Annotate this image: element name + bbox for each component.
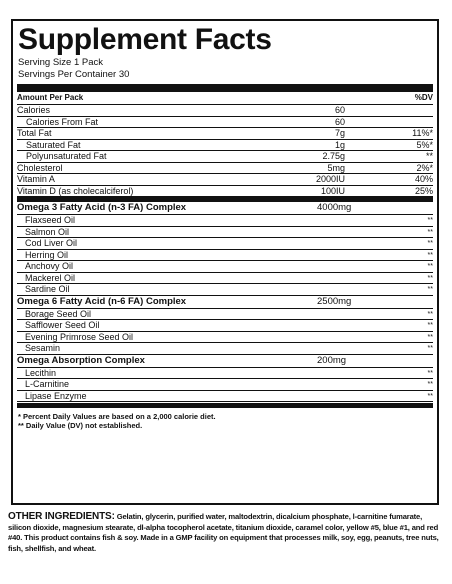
supplement-facts-panel xyxy=(11,19,439,505)
ingredient-name: L-Carnitine xyxy=(25,379,70,389)
ingredient-name: Sardine Oil xyxy=(25,284,70,294)
ingredient-name: Evening Primrose Seed Oil xyxy=(25,331,134,342)
nutrient-dv: ** xyxy=(425,151,433,161)
nutrient-amount: 7g xyxy=(334,128,345,138)
ingredient-name: Borage Seed Oil xyxy=(25,308,92,319)
nutrient-row xyxy=(17,174,433,186)
section-header xyxy=(17,296,433,309)
nutrient-name: Saturated Fat xyxy=(26,139,81,150)
ingredient-dv: ** xyxy=(427,369,433,377)
omega-sections xyxy=(17,202,433,402)
ingredient-dv: ** xyxy=(427,251,433,259)
ingredient-name: Cod Liver Oil xyxy=(25,238,78,248)
ingredient-name: Lipase Enzyme xyxy=(25,390,87,401)
nutrient-row xyxy=(17,140,433,152)
nutrient-name: Vitamin A xyxy=(17,174,55,184)
nutrient-name: Polyunsaturated Fat xyxy=(26,151,107,161)
table-header xyxy=(17,92,433,105)
ingredient-row xyxy=(17,284,433,296)
nutrient-name: Calories xyxy=(17,105,51,115)
ingredient-row xyxy=(17,227,433,239)
ingredient-dv: ** xyxy=(427,333,433,341)
section-header xyxy=(17,355,433,368)
ingredient-row xyxy=(17,215,433,227)
ingredient-row xyxy=(17,391,433,403)
nutrient-amount: 2.75g xyxy=(322,151,345,161)
ingredient-name: Mackerel Oil xyxy=(25,272,76,283)
ingredient-dv: ** xyxy=(427,381,433,388)
dv-header: %DV xyxy=(414,93,433,102)
ingredient-dv: ** xyxy=(427,392,433,400)
ingredient-dv: ** xyxy=(427,217,433,224)
nutrient-amount: 60 xyxy=(334,105,345,115)
nutrient-row xyxy=(17,151,433,163)
nutrient-row xyxy=(17,163,433,175)
ingredient-row xyxy=(17,343,433,355)
ingredient-row xyxy=(17,309,433,321)
nutrient-row xyxy=(17,117,433,129)
ingredient-dv: ** xyxy=(427,310,433,318)
nutrient-list xyxy=(17,105,433,197)
nutrient-dv: 40% xyxy=(414,174,433,184)
ingredient-name: Safflower Seed Oil xyxy=(25,320,100,330)
nutrient-amount: 100IU xyxy=(320,185,345,196)
nutrient-amount: 1g xyxy=(334,139,345,150)
footnote-percent: * Percent Daily Values are based on a 2,000 calorie diet. xyxy=(18,412,216,421)
nutrient-dv: 5%* xyxy=(416,139,433,150)
nutrient-dv xyxy=(381,105,433,116)
ingredient-row xyxy=(17,332,433,344)
ingredient-name: Lecithin xyxy=(25,367,57,378)
other-ingredients-label: OTHER INGREDIENTS: xyxy=(8,511,115,522)
servings-per-container: Servings Per Container 30 xyxy=(18,69,130,80)
footnote-dv: ** Daily Value (DV) not established. xyxy=(18,421,143,430)
nutrient-name: Calories From Fat xyxy=(26,116,99,127)
ingredient-name: Flaxseed Oil xyxy=(25,215,76,225)
section-amount: 200mg xyxy=(317,354,347,366)
ingredient-row xyxy=(17,379,433,391)
ingredient-name: Anchovy Oil xyxy=(25,261,74,271)
section-amount: 2500mg xyxy=(317,295,352,307)
nutrient-dv: 25% xyxy=(414,185,433,196)
ingredient-dv: ** xyxy=(427,286,433,293)
nutrient-row xyxy=(17,186,433,198)
other-ingredients xyxy=(8,512,444,554)
nutrient-dv: 11%* xyxy=(412,128,433,138)
nutrient-name: Vitamin D (as cholecalciferol) xyxy=(17,185,134,196)
ingredient-name: Sesamin xyxy=(25,343,61,353)
ingredient-dv: ** xyxy=(427,228,433,236)
section-name: Omega 6 Fatty Acid (n-6 FA) Complex xyxy=(17,295,187,307)
nutrient-amount: 5mg xyxy=(327,162,345,173)
nutrient-amount: 60 xyxy=(334,116,345,127)
ingredient-row xyxy=(17,238,433,250)
nutrient-amount: 2000IU xyxy=(315,174,345,184)
ingredient-row xyxy=(17,368,433,380)
section-name: Omega 3 Fatty Acid (n-3 FA) Complex xyxy=(17,202,187,213)
section-header xyxy=(17,202,433,215)
ingredient-row xyxy=(17,320,433,332)
ingredient-name: Salmon Oil xyxy=(25,226,70,237)
amount-header: Amount Per Pack xyxy=(17,93,84,102)
ingredient-dv: ** xyxy=(427,274,433,282)
nutrient-dv xyxy=(381,117,433,128)
section-amount: 4000mg xyxy=(317,202,352,213)
ingredient-dv: ** xyxy=(427,345,433,352)
section-name: Omega Absorption Complex xyxy=(17,354,145,366)
panel-title: Supplement Facts xyxy=(18,23,272,56)
other-ingredients-text: Gelatin, glycerin, purified water, maltodextrin, dicalcium phosphate, l-carnitine fumarate, silicon dioxide, magnesium stearate, dl-alpha tocopherol acetate, titanium dioxide, caramel color, yellow #5, blue #1, and red #40. This product contains fish & soy. Made in a GMP facility on equipment that processes milk, soy, egg, peanuts, tree nuts, fish, shellfish, and wheat. xyxy=(8,512,439,553)
ingredient-name: Herring Oil xyxy=(25,249,69,260)
ingredient-row xyxy=(17,273,433,285)
ingredient-dv: ** xyxy=(427,263,433,270)
bottom-divider xyxy=(17,403,433,408)
nutrient-row xyxy=(17,105,433,117)
nutrient-name: Total Fat xyxy=(17,128,52,138)
nutrient-name: Cholesterol xyxy=(17,162,63,173)
ingredient-dv: ** xyxy=(427,240,433,247)
serving-size: Serving Size 1 Pack xyxy=(18,57,104,68)
nutrient-row xyxy=(17,128,433,140)
ingredient-row xyxy=(17,261,433,273)
nutrient-dv: 2%* xyxy=(416,162,433,173)
footnotes xyxy=(17,412,433,430)
thick-divider xyxy=(17,84,433,92)
ingredient-dv: ** xyxy=(427,322,433,329)
ingredient-row xyxy=(17,250,433,262)
